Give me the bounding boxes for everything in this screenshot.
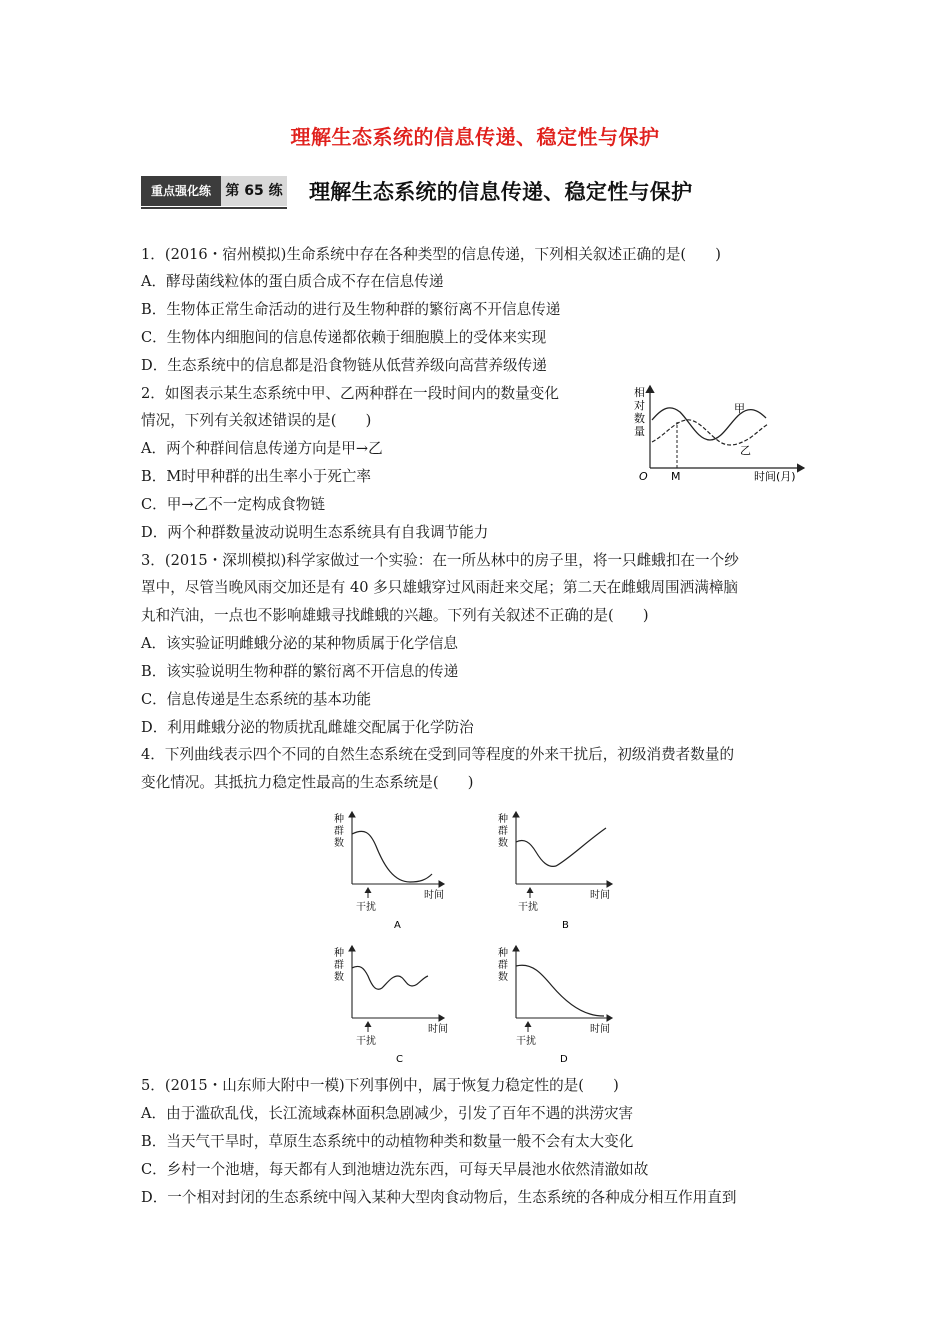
q2-y-label-4: 量: [634, 425, 645, 438]
q2-curve-jia: [652, 408, 766, 440]
q2-option-b: B．M时甲种群的出生率小于死亡率: [141, 468, 371, 485]
q2-m-label: M: [671, 470, 681, 483]
q4-stem-line1: 4．下列曲线表示四个不同的自然生态系统在受到同等程度的外来干扰后，初级消费者数量的: [141, 746, 735, 763]
q2-stem-line1: 2．如图表示某生态系统中甲、乙两种群在一段时间内的数量变化: [141, 385, 559, 402]
q3-stem-line3: 丸和汽油，一点也不影响雄蛾寻找雌蛾的兴趣。下列有关叙述不正确的是( ): [141, 607, 649, 624]
svg-text:时间: 时间: [428, 1024, 448, 1035]
q1-option-c: C．生物体内细胞间的信息传递都依赖于细胞膜上的受体来实现: [141, 329, 547, 346]
q4-panel-d: [498, 946, 612, 1065]
q3-option-c: C．信息传递是生态系统的基本功能: [141, 691, 372, 708]
banner-badge-number: 第 65 练: [221, 176, 287, 206]
q2-origin-label: O: [639, 470, 648, 483]
q2-option-c: C．甲→乙不一定构成食物链: [141, 496, 325, 513]
q5-option-a: A．由于滥砍乱伐，长江流域森林面积急剧减少，引发了百年不遇的洪涝灾害: [141, 1105, 634, 1122]
svg-text:时间: 时间: [590, 1024, 610, 1035]
q2-series-jia-label: 甲: [734, 402, 745, 415]
page-title: 理解生态系统的信息传递、稳定性与保护: [290, 125, 660, 149]
svg-text:时间: 时间: [424, 890, 444, 901]
q5-option-b: B．当天气干旱时，草原生态系统中的动植物种类和数量一般不会有太大变化: [141, 1133, 634, 1150]
q2-x-label: 时间(月): [754, 470, 796, 483]
svg-text:数: 数: [334, 838, 344, 849]
q4-stem-line2: 变化情况。其抵抗力稳定性最高的生态系统是( ): [141, 774, 474, 791]
q1-stem: 1．(2016・宿州模拟)生命系统中存在各种类型的信息传递，下列相关叙述正确的是( ): [141, 246, 721, 263]
svg-text:群: 群: [498, 826, 508, 837]
svg-text:种: 种: [498, 948, 508, 959]
svg-text:数: 数: [498, 972, 508, 983]
q4-panel-b: [498, 812, 612, 931]
banner-underline: [141, 207, 287, 209]
q5-option-c: C．乡村一个池塘，每天都有人到池塘边洗东西，可每天早晨池水依然清澈如故: [141, 1161, 649, 1178]
q1-option-a: A．酵母菌线粒体的蛋白质合成不存在信息传递: [141, 273, 444, 290]
q2-option-a: A．两个种群间信息传递方向是甲→乙: [141, 440, 383, 457]
svg-text:种: 种: [334, 948, 344, 959]
svg-text:A: A: [394, 920, 401, 931]
svg-text:群: 群: [334, 960, 344, 971]
q3-option-d: D．利用雌蛾分泌的物质扰乱雌雄交配属于化学防治: [141, 719, 474, 736]
q4-panel-c: [334, 946, 448, 1065]
q2-stem-line2: 情况，下列有关叙述错误的是( ): [141, 412, 372, 429]
q3-stem-line1: 3．(2015・深圳模拟)科学家做过一个实验：在一所丛林中的房子里，将一只雌蛾扣在一个纱: [141, 552, 739, 569]
svg-text:干扰: 干扰: [356, 1036, 376, 1047]
svg-text:数: 数: [498, 838, 508, 849]
svg-text:数: 数: [334, 972, 344, 983]
q2-y-label-1: 相: [634, 386, 645, 399]
svg-text:种: 种: [498, 814, 508, 825]
q2-y-label-3: 数: [634, 412, 645, 425]
svg-text:D: D: [560, 1054, 568, 1065]
q2-series-yi-label: 乙: [740, 444, 751, 457]
q2-y-label-2: 对: [634, 399, 645, 412]
q3-option-b: B．该实验说明生物种群的繁衍离不开信息的传递: [141, 663, 459, 680]
section-banner: [141, 174, 692, 208]
svg-text:时间: 时间: [590, 890, 610, 901]
q2-option-d: D．两个种群数量波动说明生态系统具有自我调节能力: [141, 524, 489, 541]
svg-text:干扰: 干扰: [518, 902, 538, 913]
q4-figure: [320, 806, 640, 1072]
q5-stem: 5．(2015・山东师大附中一模)下列事例中，属于恢复力稳定性的是( ): [141, 1077, 619, 1094]
banner-badge-category: 重点强化练: [141, 176, 221, 206]
svg-text:C: C: [396, 1054, 403, 1065]
svg-text:种: 种: [334, 814, 344, 825]
q4-panel-a: [334, 812, 444, 931]
q5-option-d: D．一个相对封闭的生态系统中闯入某种大型肉食动物后，生态系统的各种成分相互作用直到: [141, 1189, 737, 1206]
svg-text:群: 群: [498, 960, 508, 971]
q2-curve-yi: [652, 420, 768, 445]
svg-text:B: B: [562, 920, 569, 931]
q2-population-figure: [630, 382, 810, 492]
q1-option-b: B．生物体正常生命活动的进行及生物种群的繁衍离不开信息传递: [141, 301, 561, 318]
q3-option-a: A．该实验证明雌蛾分泌的某种物质属于化学信息: [141, 635, 459, 652]
q1-option-d: D．生态系统中的信息都是沿食物链从低营养级向高营养级传递: [141, 357, 547, 374]
q3-stem-line2: 罩中，尽管当晚风雨交加还是有 40 多只雄蛾穿过风雨赶来交尾；第二天在雌蛾周围洒满樟脑: [141, 579, 739, 596]
banner-heading: 理解生态系统的信息传递、稳定性与保护: [309, 180, 693, 204]
svg-text:群: 群: [334, 826, 344, 837]
svg-text:干扰: 干扰: [516, 1036, 536, 1047]
svg-text:干扰: 干扰: [356, 902, 376, 913]
